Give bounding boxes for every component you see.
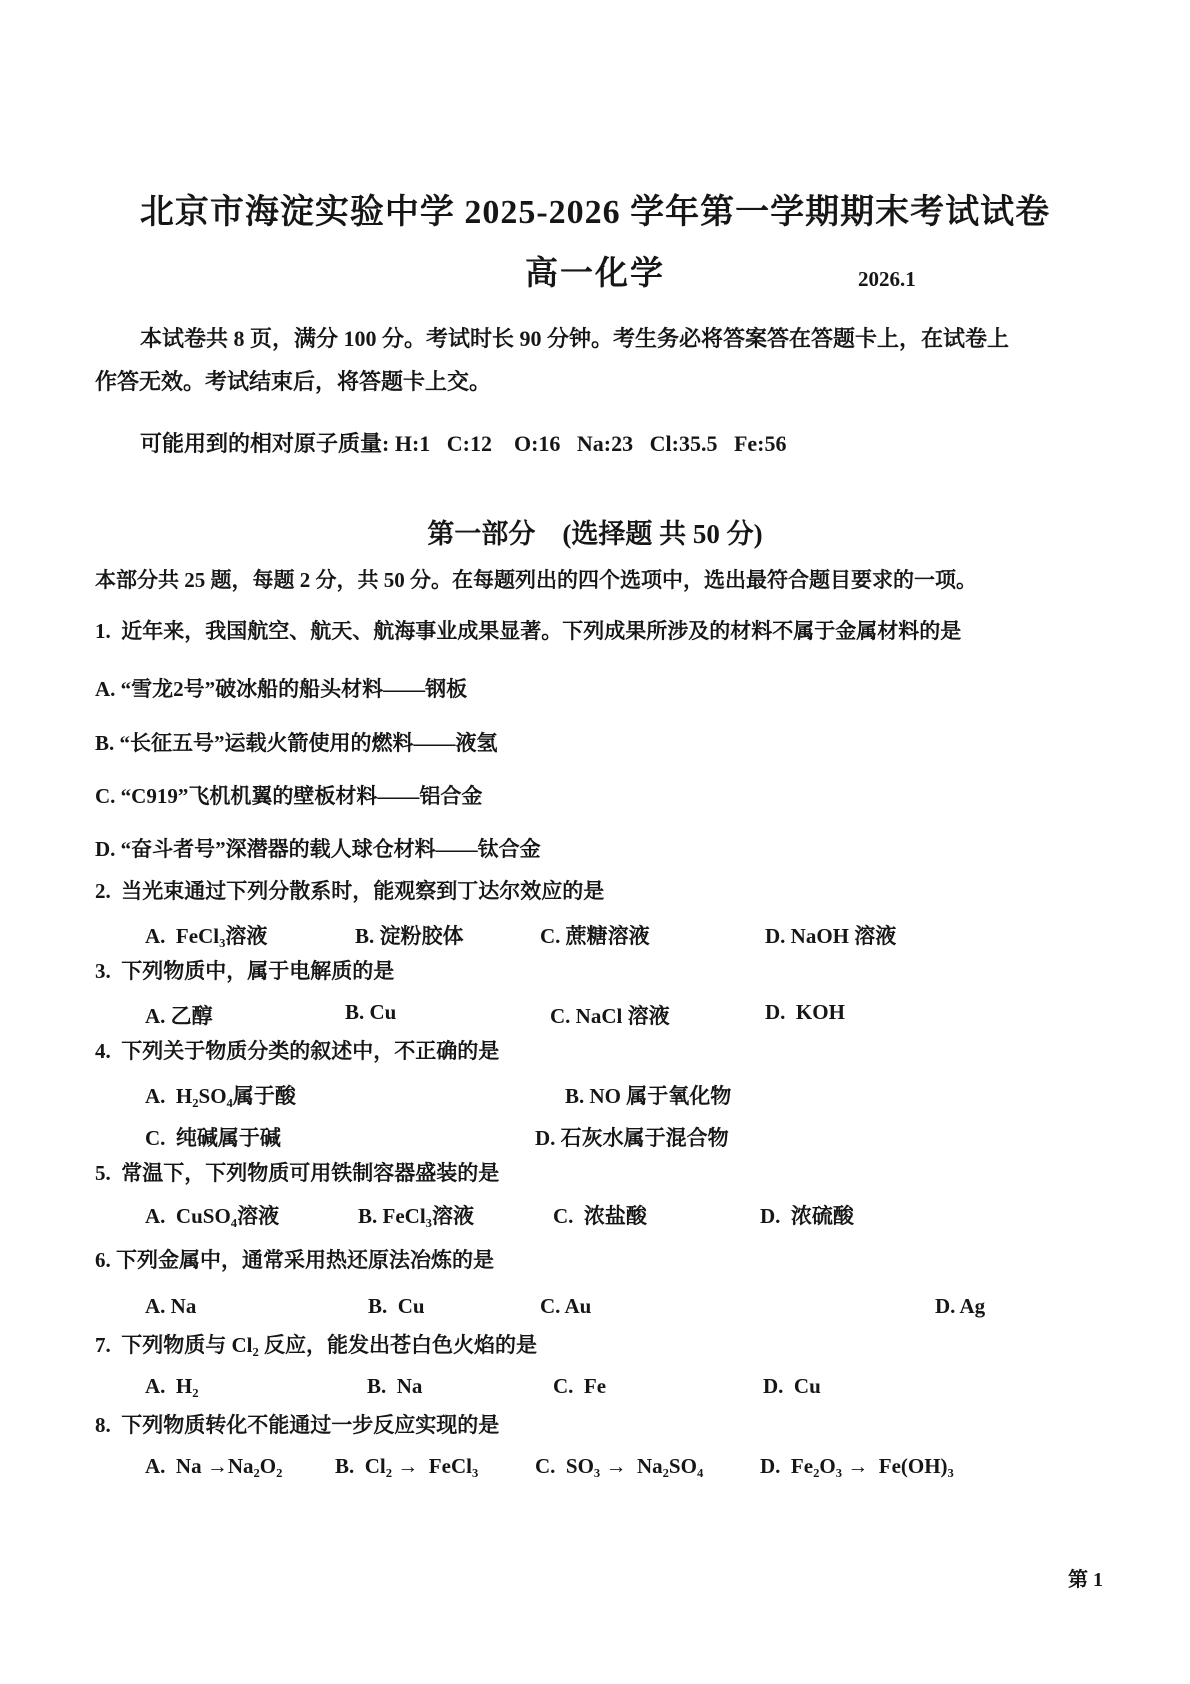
question-8-options	[0, 1454, 1190, 1488]
question-7-option-b: B. Na	[367, 1374, 423, 1398]
question-3-options	[0, 1000, 1190, 1034]
question-1-option-b: B. “长征五号”运载火箭使用的燃料——液氢	[95, 731, 498, 755]
question-3-option-c: C. NaCl 溶液	[550, 1004, 670, 1028]
question-7-option-d: D. Cu	[763, 1374, 821, 1398]
question-7-stem: 7. 下列物质与 Cl₂ 反应，能发出苍白色火焰的是	[95, 1333, 538, 1357]
section-intro: 本部分共 25 题，每题 2 分，共 50 分。在每题列出的四个选项中，选出最符合题目要求的一项。	[95, 568, 977, 592]
question-2-option-d: D. NaOH 溶液	[765, 924, 897, 948]
question-6-option-a: A. Na	[145, 1294, 197, 1318]
question-4-option-a: A. H₂SO₄属于酸	[145, 1084, 296, 1108]
question-4-options-row-1	[0, 1080, 1190, 1114]
question-2-option-c: C. 蔗糖溶液	[540, 924, 650, 948]
question-2-stem: 2. 当光束通过下列分散系时，能观察到丁达尔效应的是	[95, 879, 605, 903]
question-8-option-d: D. Fe₂O₃ → Fe(OH)₃	[760, 1454, 954, 1478]
question-3-option-a: A. 乙醇	[145, 1004, 213, 1028]
question-1-option-a: A. “雪龙2号”破冰船的船头材料——钢板	[95, 677, 468, 701]
page-number: 第 1	[1068, 1569, 1103, 1591]
question-6-stem: 6. 下列金属中，通常采用热还原法冶炼的是	[95, 1248, 494, 1272]
question-3-option-b: B. Cu	[345, 1000, 397, 1024]
subject-title: 高一化学	[525, 256, 665, 292]
section-heading: 第一部分 (选择题 共 50 分)	[427, 519, 763, 549]
exam-date: 2026.1	[858, 267, 916, 291]
question-4-option-b: B. NO 属于氧化物	[565, 1084, 732, 1108]
question-6-option-d: D. Ag	[935, 1294, 986, 1318]
notice-line-1: 本试卷共 8 页，满分 100 分。考试时长 90 分钟。考生务必将答案答在答题卡上，在试卷上	[140, 326, 1010, 351]
question-4-options-row-2	[0, 1122, 1190, 1156]
question-5-options	[0, 1200, 1190, 1234]
notice-line-2: 作答无效。考试结束后，将答题卡上交。	[95, 369, 492, 394]
question-4-stem: 4. 下列关于物质分类的叙述中，不正确的是	[95, 1039, 500, 1063]
question-7-option-c: C. Fe	[553, 1374, 607, 1398]
question-2-option-b: B. 淀粉胶体	[355, 924, 464, 948]
question-8-option-c: C. SO₃ → Na₂SO₄	[535, 1454, 704, 1478]
question-5-stem: 5. 常温下，下列物质可用铁制容器盛装的是	[95, 1161, 500, 1185]
question-1-stem: 1. 近年来，我国航空、航天、航海事业成果显著。下列成果所涉及的材料不属于金属材料的是	[95, 619, 962, 643]
question-4-option-d: D. 石灰水属于混合物	[535, 1126, 729, 1150]
question-6-options	[0, 1294, 1190, 1328]
question-2-option-a: A. FeCl₃溶液	[145, 924, 268, 948]
page-title: 北京市海淀实验中学 2025-2026 学年第一学期期末考试试卷	[139, 194, 1051, 231]
question-5-option-c: C. 浓盐酸	[553, 1204, 647, 1228]
question-2-options	[0, 920, 1190, 954]
question-6-option-c: C. Au	[540, 1294, 592, 1318]
question-8-stem: 8. 下列物质转化不能通过一步反应实现的是	[95, 1413, 500, 1437]
question-5-option-d: D. 浓硫酸	[760, 1204, 854, 1228]
question-3-option-d: D. KOH	[765, 1000, 845, 1024]
question-6-option-b: B. Cu	[368, 1294, 425, 1318]
question-3-stem: 3. 下列物质中，属于电解质的是	[95, 959, 395, 983]
question-7-option-a: A. H₂	[145, 1374, 199, 1398]
question-7-options	[0, 1374, 1190, 1408]
question-4-option-c: C. 纯碱属于碱	[145, 1126, 281, 1150]
question-8-option-b: B. Cl₂ → FeCl₃	[335, 1454, 479, 1478]
question-1-option-c: C. “C919”飞机机翼的壁板材料——铝合金	[95, 784, 483, 808]
question-1-option-d: D. “奋斗者号”深潜器的载人球仓材料——钛合金	[95, 837, 541, 861]
question-8-option-a: A. Na →Na₂O₂	[145, 1454, 283, 1478]
question-5-option-b: B. FeCl₃溶液	[358, 1204, 474, 1228]
atomic-masses-line: 可能用到的相对原子质量: H:1 C:12 O:16 Na:23 Cl:35.5 Fe:56	[140, 431, 787, 456]
question-5-option-a: A. CuSO₄溶液	[145, 1204, 280, 1228]
